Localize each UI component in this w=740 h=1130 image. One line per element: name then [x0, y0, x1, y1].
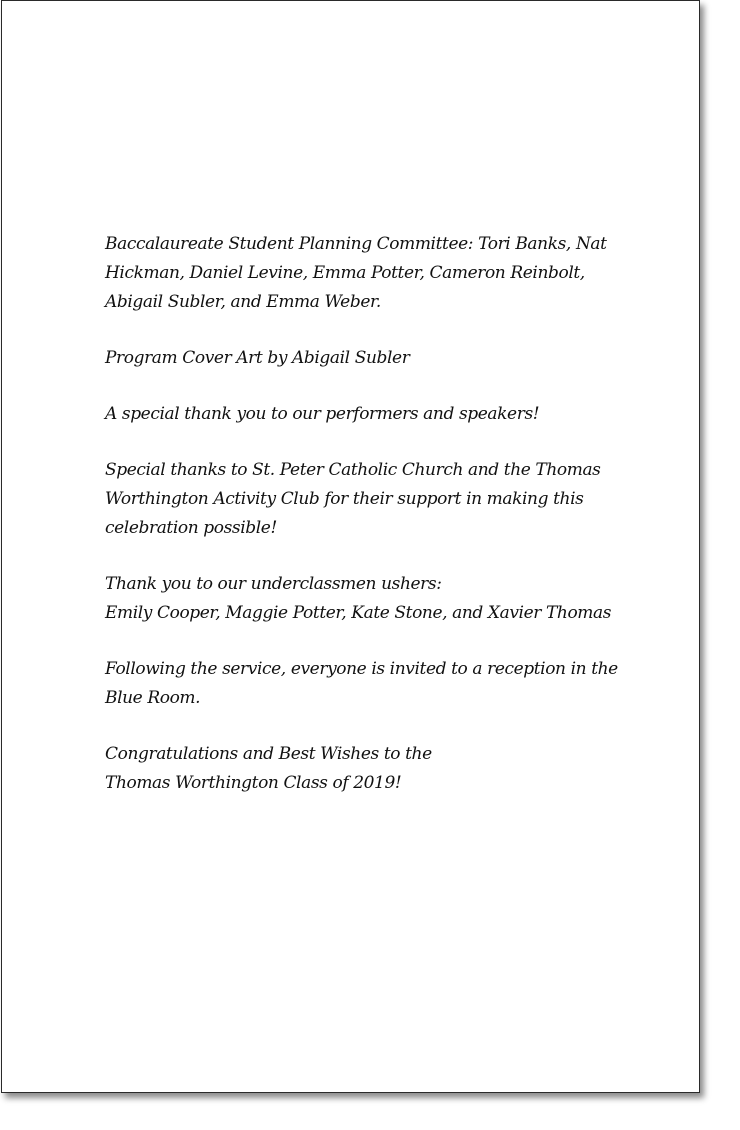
congrats-line-1: Congratulations and Best Wishes to the: [105, 744, 432, 764]
page-content: [105, 230, 635, 825]
performers-thanks: A special thank you to our performers and speakers!: [105, 404, 540, 424]
church-thanks-paragraph: Special thanks to St. Peter Catholic Church and the Thomas Worthington Activity Club for their support in making this celebration possible!: [105, 460, 601, 538]
ushers-paragraph: [105, 570, 635, 628]
congrats-line-2: Thomas Worthington Class of 2019!: [105, 773, 402, 793]
cover-art-credit: Program Cover Art by Abigail Subler: [105, 348, 410, 368]
program-page: [1, 0, 700, 1093]
committee-paragraph: Baccalaureate Student Planning Committee: Tori Banks, Nat Hickman, Daniel Levine, Emma Potter, Cameron Reinbolt, Abigail Subler, and Emma Weber.: [105, 234, 607, 312]
congratulations-paragraph: [105, 740, 635, 798]
reception-paragraph: Following the service, everyone is invited to a reception in the Blue Room.: [105, 659, 618, 708]
ushers-names: Emily Cooper, Maggie Potter, Kate Stone, and Xavier Thomas: [105, 603, 612, 623]
ushers-intro: Thank you to our underclassmen ushers:: [105, 574, 442, 594]
